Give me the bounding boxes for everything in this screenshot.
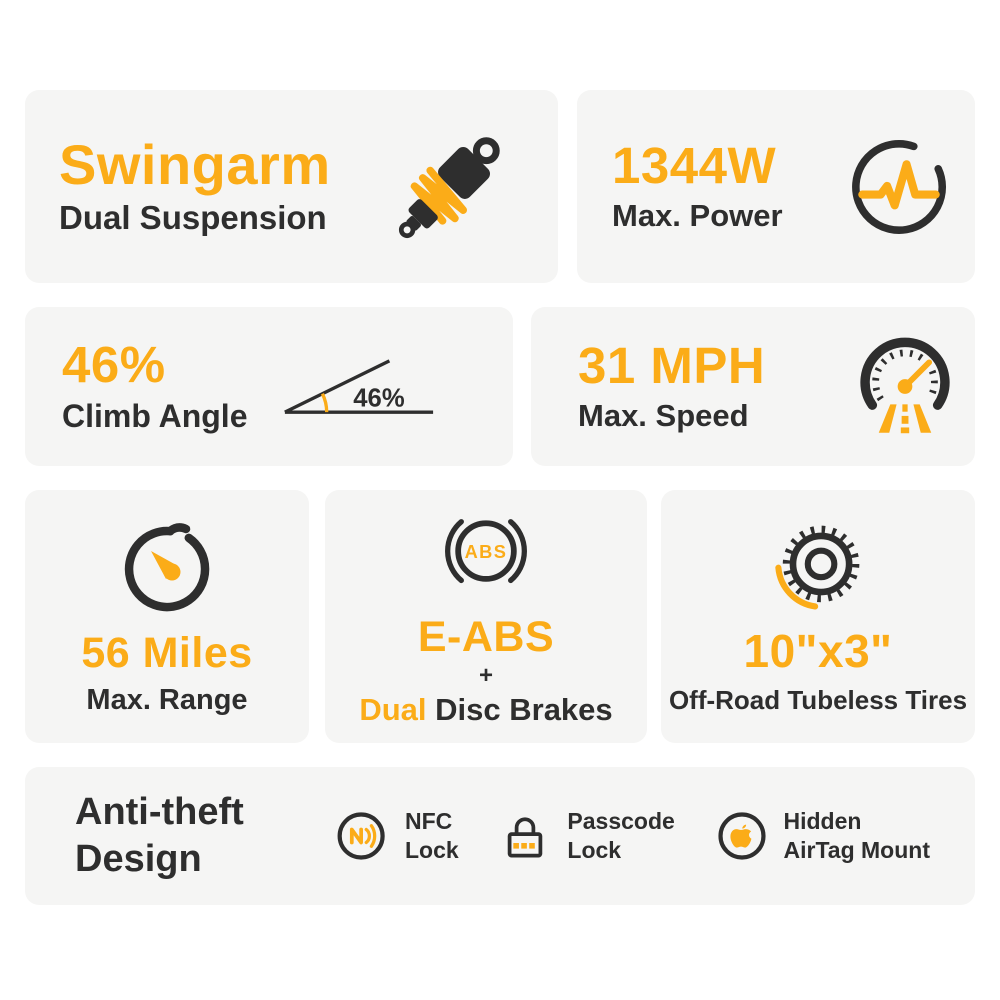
abs-brake-icon [425,505,547,601]
brakes-line2 [359,692,612,728]
max-power-value: 1344W [612,136,777,194]
swingarm-text [59,133,331,237]
card-swingarm [25,90,558,283]
nfc-lock-icon [335,808,391,864]
max-range-label: Max. Range [86,684,248,717]
antitheft-item-airtag [714,807,931,865]
antitheft-item-passcode [497,807,674,865]
antitheft-item-nfc [335,807,459,865]
nfc-lock-label-line2: Lock [405,837,459,863]
swingarm-title: Swingarm [59,133,331,197]
card-antitheft [25,767,975,905]
shock-absorber-icon [380,117,520,257]
timer-icon [116,515,218,615]
airtag-mount-label [784,807,931,865]
airtag-mount-label-line1: Hidden [783,808,862,835]
climb-angle-value: 46% [62,336,166,394]
max-speed-label: Max. Speed [578,398,749,434]
swingarm-subtitle: Dual Suspension [59,198,327,236]
abs-badge-label: ABS [464,540,508,562]
antitheft-title-line1: Anti-theft [75,790,244,833]
antitheft-title [75,789,310,884]
nfc-lock-label [405,807,459,865]
row-1 [25,90,975,283]
card-brakes [325,490,647,743]
max-speed-value: 31 MPH [578,336,766,394]
power-pulse-icon [845,133,953,241]
tires-label: Off-Road Tubeless Tires [668,684,968,715]
tire-icon [761,517,875,615]
airtag-mount-label-line2: AirTag Mount [783,837,930,863]
climb-angle-text [62,338,247,434]
card-max-speed [531,307,975,466]
speedometer-icon [847,334,963,439]
climb-angle-label: Climb Angle [62,397,248,434]
row-3 [25,490,975,743]
card-tires [661,490,975,743]
passcode-lock-label-line2: Lock [567,837,622,863]
nfc-lock-label-line1: NFC [405,808,453,835]
antitheft-title-line2: Design [75,838,202,880]
row-4 [25,767,975,905]
climb-angle-icon-label: 46% [353,384,405,413]
brakes-line2-rest: Disc Brakes [426,691,613,727]
climb-angle-icon [283,353,435,420]
max-speed-text [578,336,766,434]
airtag-mount-icon [714,808,770,864]
passcode-lock-label [567,807,674,865]
passcode-lock-label-line1: Passcode [567,808,675,835]
max-power-text [612,136,783,234]
card-climb-angle [25,307,513,466]
card-max-power [577,90,975,283]
brakes-plus: + [478,662,493,690]
brakes-line2-accent: Dual [359,691,427,727]
brakes-value: E-ABS [417,613,555,662]
row-2 [25,307,975,466]
max-range-value: 56 Miles [81,629,253,678]
passcode-lock-icon [497,808,553,864]
max-power-label: Max. Power [612,198,783,234]
antitheft-items [310,807,975,865]
tires-value: 10"x3" [743,625,893,678]
card-max-range [25,490,309,743]
